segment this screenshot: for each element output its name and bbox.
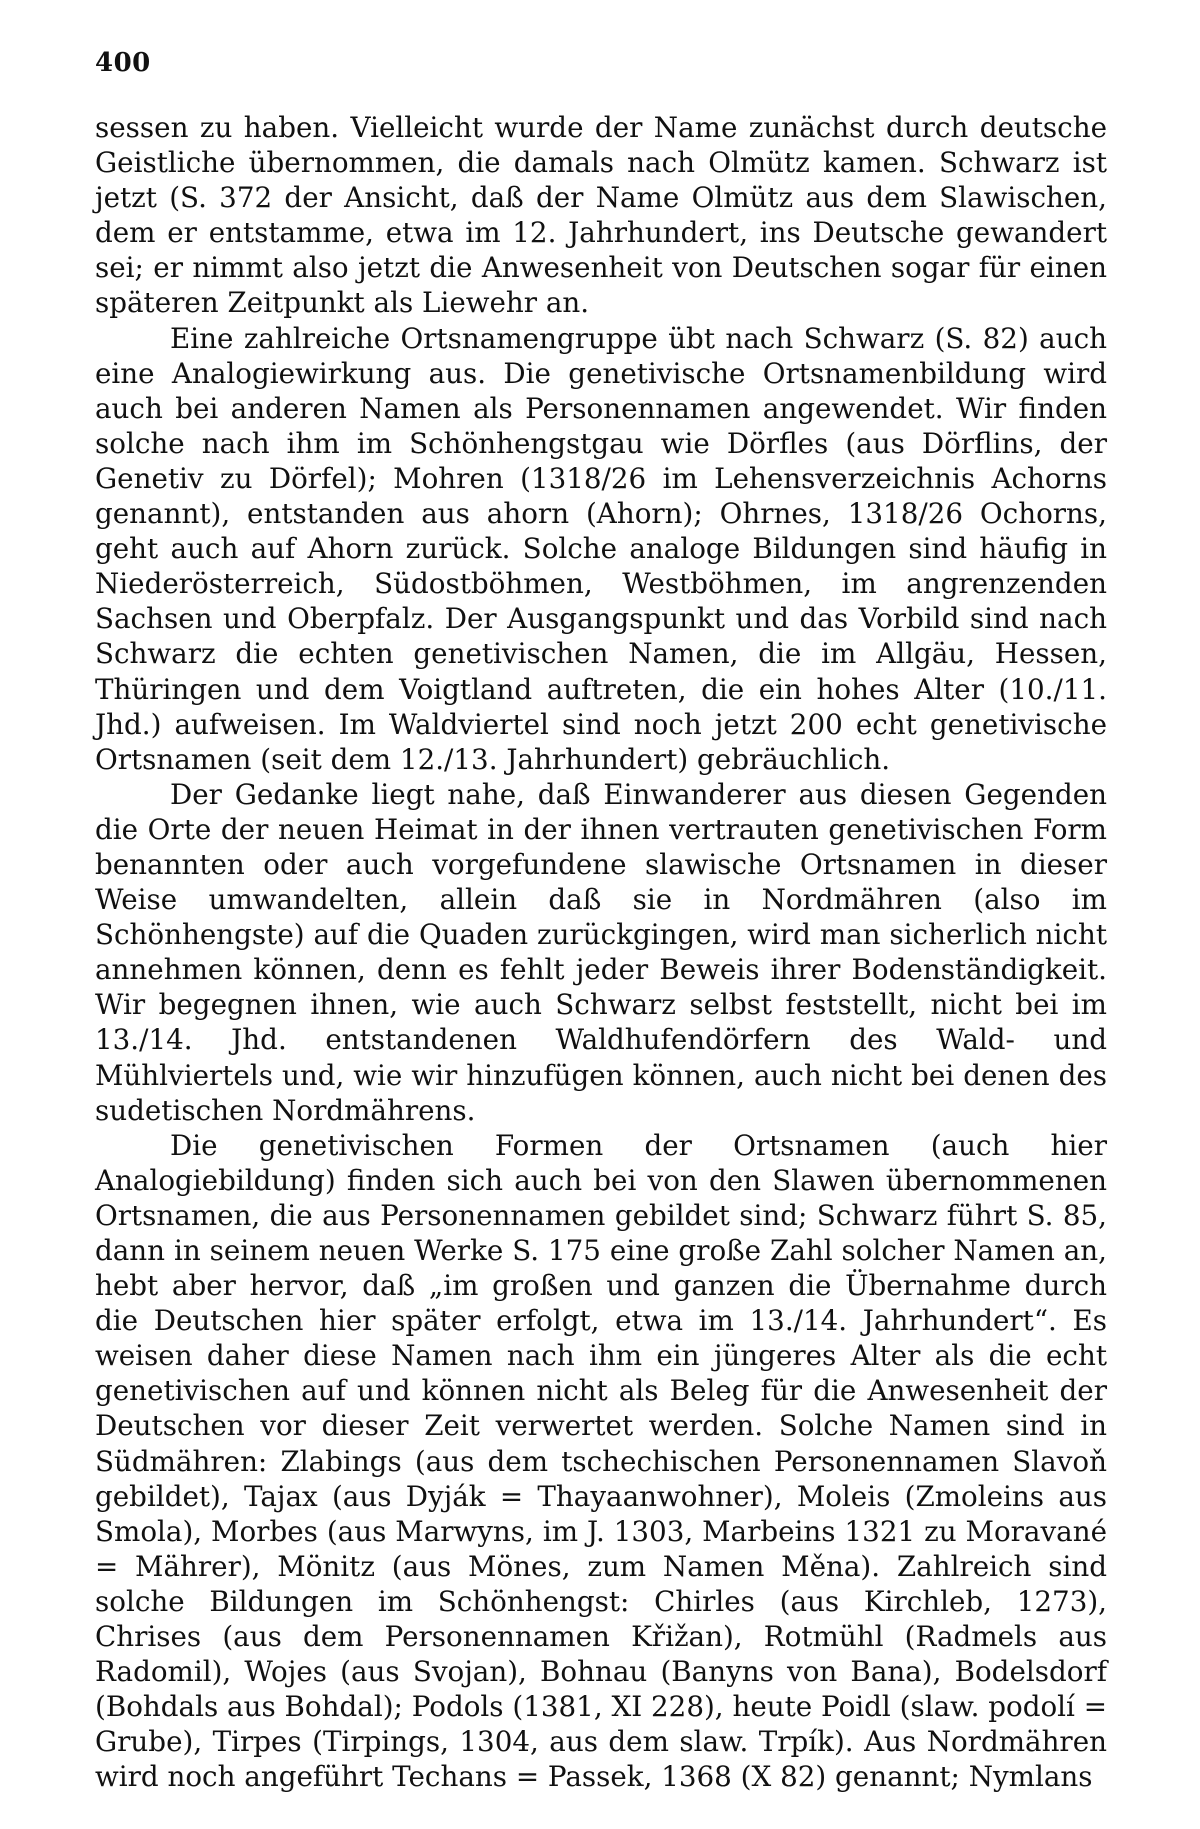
page-number: 400 <box>95 48 151 78</box>
paragraph: sessen zu haben. Vielleicht wurde der Name zunächst durch deutsche Geistliche übernommen, die damals nach Olmütz kamen. Schwarz ist jetzt (S. 372 der Ansicht, daß der Name Olmütz aus dem Slawischen, dem er entstamme, etwa im 12. Jahrhundert, ins Deutsche gewandert sei; er nimmt also jetzt die Anwesenheit von Deutschen sogar für einen späteren Zeitpunkt als Liewehr an. <box>95 111 1107 320</box>
paragraph: Die genetivischen Formen der Ortsnamen (auch hier Analogiebildung) finden sich auch bei von den Slawen übernommenen Ortsnamen, die aus Personennamen gebildet sind; Schwarz führt S. 85, dann in seinem neuen Werke S. 175 eine große Zahl solcher Namen an, hebt aber hervor, daß „im großen und ganzen die Übernahme durch die Deutschen hier später erfolgt, etwa im 13./14. Jahrhundert“. Es weisen daher diese Namen nach ihm ein jüngeres Alter als die echt genetivischen auf und können nicht als Beleg für die Anwesenheit der Deutschen vor dieser Zeit verwertet werden. Solche Namen sind in Südmähren: Zlabings (aus dem tschechischen Personennamen Slavoň gebildet), Tajax (aus Dyják = Thayaanwohner), Moleis (Zmoleins aus Smola), Morbes (aus Marwyns, im J. 1303, Marbeins 1321 zu Moravané = Mährer), Mönitz (aus Mönes, zum Namen Měna). Zahlreich sind solche Bildungen im Schönhengst: Chirles (aus Kirchleb, 1273), Chrises (aus dem Personennamen Křižan), Rotmühl (Radmels aus Radomil), Wojes (aus Svojan), Bohnau (Banyns von Bana), Bodelsdorf (Bohdals aus Bohdal); Podols (1381, XI 228), heute Poidl (slaw. podolí = Grube), Tirpes (Tirpings, 1304, aus dem slaw. Trpík). Aus Nordmähren wird noch angeführt Techans = Passek, 1368 (X 82) genannt; Nymlans <box>95 1128 1107 1794</box>
paragraph: Eine zahlreiche Ortsnamengruppe übt nach Schwarz (S. 82) auch eine Analogiewirkung aus. Die genetivische Ortsnamenbildung wird auch bei anderen Namen als Personennamen angewendet. Wir finden solche nach ihm im Schönhengstgau wie Dörfles (aus Dörflins, der Genetiv zu Dörfel); Mohren (1318/26 im Lehensverzeichnis Achorns genannt), entstanden aus ahorn (Ahorn); Ohrnes, 1318/26 Ochorns, geht auch auf Ahorn zurück. Solche analoge Bildungen sind häufig in Niederösterreich, Südostböhmen, Westböhmen, im angrenzenden Sachsen und Oberpfalz. Der Ausgangspunkt und das Vorbild sind nach Schwarz die echten genetivischen Namen, die im Allgäu, Hessen, Thüringen und dem Voigtland auftreten, die ein hohes Alter (10./11. Jhd.) aufweisen. Im Waldviertel sind noch jetzt 200 echt genetivische Ortsnamen (seit dem 12./13. Jahrhundert) gebräuchlich. <box>95 321 1107 776</box>
paragraph: Der Gedanke liegt nahe, daß Einwanderer aus diesen Gegenden die Orte der neuen Heimat in der ihnen vertrauten genetivischen Form benannten oder auch vorgefundene slawische Ortsnamen in dieser Weise umwandelten, allein daß sie in Nordmähren (also im Schönhengste) auf die Quaden zurückgingen, wird man sicherlich nicht annehmen können, denn es fehlt jeder Beweis ihrer Bodenständigkeit. Wir begegnen ihnen, wie auch Schwarz selbst feststellt, nicht bei im 13./14. Jhd. entstandenen Waldhufendörfern des Wald- und Mühlviertels und, wie wir hinzufügen können, auch nicht bei denen des sudetischen Nordmährens. <box>95 777 1107 1127</box>
text-body <box>95 110 1107 1795</box>
